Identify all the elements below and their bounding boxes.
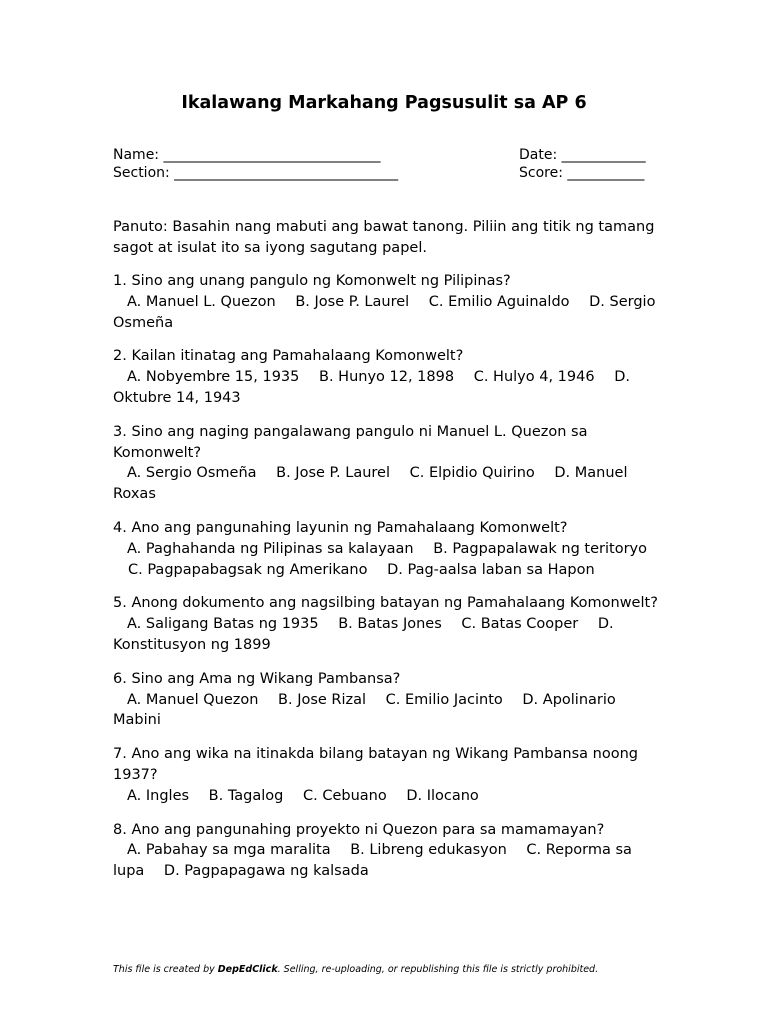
question-item	[113, 518, 658, 580]
answer-choices	[113, 463, 658, 505]
question-text: 6. Sino ang Ama ng Wikang Pambansa?	[113, 670, 401, 687]
question-text: 1. Sino ang unang pangulo ng Komonwelt ng Pilipinas?	[113, 273, 511, 289]
answer-choice: D. Sergio Osmeña	[113, 293, 656, 331]
answer-choice: A. Manuel L. Quezon	[127, 293, 276, 310]
score-field: Score: ___________	[519, 165, 645, 181]
answer-choice: C. Emilio Aguinaldo	[428, 293, 570, 310]
answer-choice: B. Jose P. Laurel	[276, 465, 390, 482]
answer-choice: A. Ingles	[127, 787, 190, 804]
answer-choice: D. Manuel Roxas	[113, 465, 628, 503]
footer-suffix: . Selling, re-uploading, or republishing this file is strictly prohibited.	[277, 964, 599, 975]
answer-choices	[113, 840, 658, 882]
answer-choice: D. Ilocano	[406, 787, 479, 804]
answer-choice: B. Batas Jones	[338, 616, 442, 633]
footer-prefix: This file is created by	[113, 964, 218, 975]
answer-choice: A. Pabahay sa mga maralita	[127, 842, 331, 859]
answer-choice: B. Libreng edukasyon	[350, 842, 507, 859]
question-item	[113, 271, 658, 333]
answer-choice: A. Paghahanda ng Pilipinas sa kalayaan	[127, 540, 414, 557]
answer-choice: C. Pagpapabagsak ng Amerikano	[128, 561, 368, 578]
answer-choice: A. Sergio Osmeña	[127, 465, 257, 482]
question-text: 8. Ano ang pangunahing proyekto ni Quezon para sa mamamayan?	[113, 821, 605, 838]
answer-choice: A. Saligang Batas ng 1935	[127, 616, 319, 633]
question-text: 5. Anong dokumento ang nagsilbing batayan ng Pamahalaang Komonwelt?	[113, 595, 658, 612]
question-text: 4. Ano ang pangunahing layunin ng Pamahalaang Komonwelt?	[113, 519, 568, 536]
date-field: Date: ____________	[519, 147, 646, 163]
section-field: Section: ________________________________	[113, 165, 399, 181]
answer-choice: C. Reporma sa lupa	[113, 842, 632, 880]
question-item	[113, 346, 658, 408]
instructions: Panuto: Basahin nang mabuti ang bawat tanong. Piliin ang titik ng tamang sagot at isulat ito sa iyong sagutang papel.	[113, 219, 655, 256]
page-title: Ikalawang Markahang Pagsusulit sa AP 6	[181, 93, 587, 113]
answer-choices	[113, 690, 658, 732]
answer-choice: B. Jose Rizal	[278, 691, 367, 708]
answer-choice: B. Tagalog	[208, 787, 284, 804]
answer-choice: C. Hulyo 4, 1946	[473, 369, 595, 386]
answer-choice: A. Nobyembre 15, 1935	[127, 369, 300, 386]
answer-choice: A. Manuel Quezon	[127, 691, 259, 708]
answer-choice: C. Batas Cooper	[461, 616, 579, 633]
answer-choices	[113, 539, 658, 581]
answer-choices	[113, 614, 658, 656]
answer-choice: D. Apolinario Mabini	[113, 691, 616, 729]
answer-choice: D. Oktubre 14, 1943	[113, 369, 630, 406]
question-item	[113, 820, 658, 882]
question-item	[113, 593, 658, 655]
question-text: 3. Sino ang naging pangalawang pangulo ni Manuel L. Quezon sa Komonwelt?	[113, 423, 588, 461]
answer-choice: B. Pagpapalawak ng teritoryo	[433, 540, 647, 557]
question-item	[113, 669, 658, 731]
answer-choice: C. Elpidio Quirino	[409, 465, 535, 482]
answer-choice: D. Pag-aalsa laban sa Hapon	[387, 561, 595, 578]
name-field: Name: _______________________________	[113, 147, 381, 163]
answer-choice: B. Jose P. Laurel	[295, 293, 410, 310]
answer-choices	[113, 786, 658, 807]
answer-choices	[113, 367, 658, 409]
question-item	[113, 422, 658, 505]
footer-brand: DepEdClick	[217, 964, 278, 975]
question-item	[113, 744, 658, 806]
answer-choice: C. Cebuano	[302, 787, 387, 804]
answer-choice: C. Emilio Jacinto	[385, 691, 503, 708]
answer-choice: D. Pagpapagawa ng kalsada	[163, 863, 369, 880]
question-text: 2. Kailan itinatag ang Pamahalaang Komonwelt?	[113, 348, 464, 365]
answer-choice: B. Hunyo 12, 1898	[319, 369, 455, 386]
question-text: 7. Ano ang wika na itinakda bilang batayan ng Wikang Pambansa noong 1937?	[113, 746, 638, 783]
copyright-notice	[113, 964, 598, 976]
answer-choices	[113, 292, 658, 334]
answer-choice: D. Konstitusyon ng 1899	[113, 616, 614, 653]
question-list	[113, 271, 658, 895]
